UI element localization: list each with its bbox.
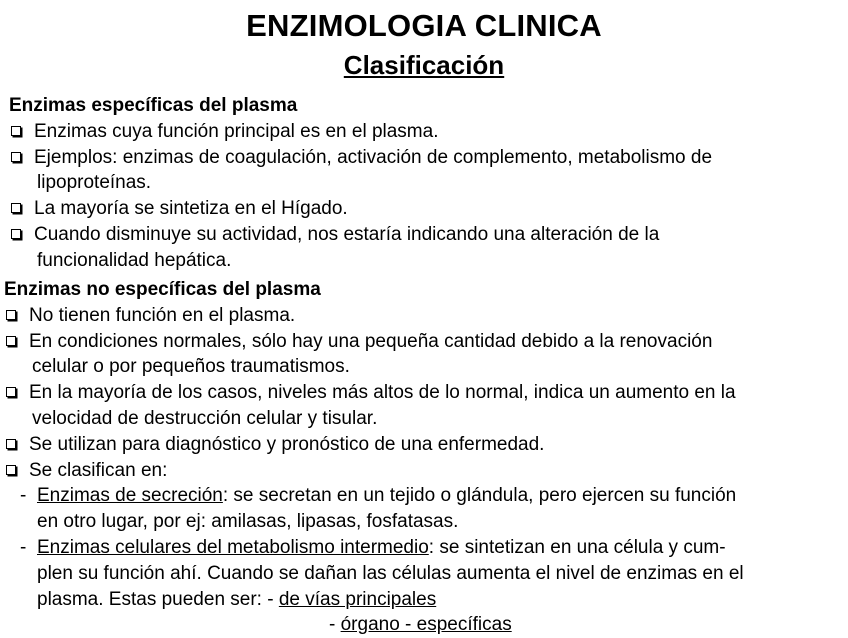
list-item bbox=[4, 380, 844, 432]
list-item bbox=[4, 329, 844, 381]
list-item bbox=[9, 119, 839, 145]
dash-bullet: - bbox=[20, 536, 27, 558]
section-non-specific-enzymes bbox=[4, 277, 844, 638]
list-item bbox=[4, 432, 844, 458]
sub-item-secretion-enzymes bbox=[4, 483, 844, 535]
sub-item-rest: : se secretan en un tejido o glándula, pero ejercen su función bbox=[222, 485, 737, 507]
slide-title: ENZIMOLOGIA CLINICA bbox=[246, 8, 602, 43]
list-item-text-continued: velocidad de destrucción celular y tisular. bbox=[32, 407, 378, 429]
list-item-text: En condiciones normales, sólo hay una pequeña cantidad debido a la renovación bbox=[29, 330, 713, 352]
section-heading: Enzimas no específicas del plasma bbox=[4, 279, 321, 300]
list-item-text-continued: lipoproteínas. bbox=[37, 172, 152, 194]
checkbox-bullet-icon bbox=[11, 203, 21, 213]
list-item-text-continued: celular o por pequeños traumatismos. bbox=[32, 356, 350, 378]
sub-item-rest: : se sintetizan en una célula y cum- bbox=[428, 536, 726, 558]
list-item-text: La mayoría se sintetiza en el Hígado. bbox=[34, 198, 348, 220]
sub-item-text bbox=[37, 535, 844, 561]
enzyme-types-line-2 bbox=[37, 612, 844, 638]
checkbox-bullet-icon bbox=[11, 229, 21, 239]
list-item-text-continued: funcionalidad hepática. bbox=[37, 249, 232, 271]
checkbox-bullet-icon bbox=[11, 126, 21, 136]
checkbox-bullet-icon bbox=[6, 336, 16, 346]
list-item bbox=[9, 196, 839, 222]
type-dash: - bbox=[329, 614, 341, 636]
section-specific-enzymes bbox=[9, 93, 839, 274]
list-item-text: En la mayoría de los casos, niveles más altos de lo normal, indica un aumento en la bbox=[29, 382, 736, 404]
sub-item-cellular-enzymes bbox=[4, 535, 844, 638]
checkbox-bullet-icon bbox=[6, 310, 16, 320]
checkbox-bullet-icon bbox=[6, 387, 16, 397]
dash-bullet: - bbox=[20, 485, 27, 507]
list-item bbox=[4, 458, 844, 484]
slide-subtitle: Clasificación bbox=[343, 50, 505, 80]
checkbox-bullet-icon bbox=[11, 152, 21, 162]
sub-item-text-continued: en otro lugar, por ej: amilasas, lipasas, fosfatasas. bbox=[37, 511, 459, 533]
sub-item-term: Enzimas de secreción bbox=[37, 485, 223, 507]
list-item-text: Cuando disminuye su actividad, nos estaría indicando una alteración de la bbox=[34, 223, 660, 245]
checkbox-bullet-icon bbox=[6, 439, 16, 449]
checkbox-bullet-icon bbox=[6, 465, 16, 475]
sub-item-text bbox=[37, 483, 844, 509]
type-organ-specific: órgano - específicas bbox=[340, 614, 512, 636]
type-main-pathways: de vías principales bbox=[278, 588, 437, 610]
list-item bbox=[9, 145, 839, 197]
sub-item-term: Enzimas celulares del metabolismo intermedio bbox=[37, 536, 429, 558]
sub-item-text-continued: plen su función ahí. Cuando se dañan las células aumenta el nivel de enzimas en el bbox=[37, 562, 744, 584]
enzyme-types-line bbox=[37, 587, 844, 613]
list-item-text: Se clasifican en: bbox=[29, 459, 168, 481]
list-item bbox=[9, 222, 839, 274]
section-heading: Enzimas específicas del plasma bbox=[9, 95, 298, 116]
types-prefix: plasma. Estas pueden ser: - bbox=[37, 588, 279, 610]
list-item-text: No tienen función en el plasma. bbox=[29, 304, 296, 326]
list-item-text: Ejemplos: enzimas de coagulación, activación de complemento, metabolismo de bbox=[34, 146, 713, 168]
list-item-text: Enzimas cuya función principal es en el plasma. bbox=[34, 120, 439, 142]
list-item-text: Se utilizan para diagnóstico y pronóstico de una enfermedad. bbox=[29, 433, 545, 455]
list-item bbox=[4, 303, 844, 329]
